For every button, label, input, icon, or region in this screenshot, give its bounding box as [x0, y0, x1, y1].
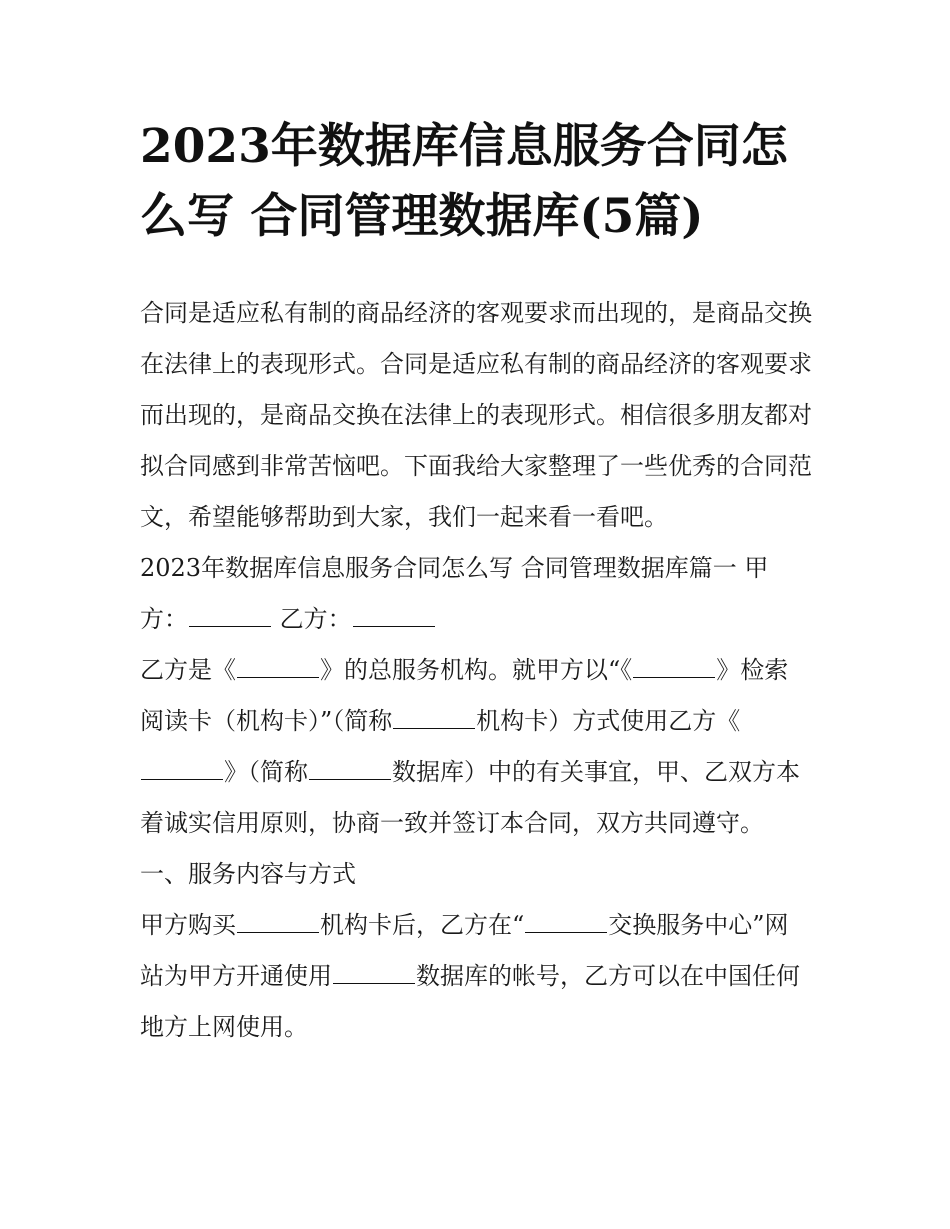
text-segment: 》（简称 — [224, 758, 308, 786]
text-segment: 》检索阅读卡（机构卡）”（简称 — [140, 656, 789, 735]
intro-paragraph: 合同是适应私有制的商品经济的客观要求而出现的，是商品交换在法律上的表现形式。合同是适应私有制的商品经济的客观要求而出现的，是商品交换在法律上的表现形式。相信很多朋友都对拟合同感到非常苦恼吧。下面我给大家整理了一些优秀的合同范文，希望能够帮助到大家，我们一起来看一看吧。 — [140, 299, 812, 531]
document-body — [140, 288, 812, 1053]
document-page — [140, 112, 812, 1053]
database-short-blank — [309, 753, 391, 780]
article-heading-paragraph — [140, 543, 812, 645]
card-short-blank — [393, 702, 475, 729]
party-b-label: 乙方： — [272, 605, 352, 633]
card-purchase-blank — [237, 906, 319, 933]
database-full-blank — [141, 753, 223, 780]
party-a-blank — [189, 600, 271, 627]
text-segment: 》的总服务机构。就甲方以“《 — [320, 656, 633, 684]
database-name-blank — [237, 651, 319, 678]
text-segment: 交换服务中心”网站为甲方开通使用 — [140, 911, 789, 990]
article-heading: 2023年数据库信息服务合同怎么写 合同管理数据库篇一 甲方： — [140, 554, 769, 633]
service-paragraph — [140, 900, 812, 1053]
document-title: 2023年数据库信息服务合同怎么写 合同管理数据库(5篇) — [140, 119, 788, 244]
section-heading: 一、服务内容与方式 — [140, 860, 356, 888]
text-segment: 数据库的帐号，乙方可以在中国任何地方上网使用。 — [140, 962, 800, 1041]
card-name-blank — [633, 651, 715, 678]
party-b-blank — [353, 600, 435, 627]
text-segment: 甲方购买 — [140, 911, 236, 939]
exchange-center-blank — [525, 906, 607, 933]
text-segment: 机构卡）方式使用乙方《 — [476, 707, 741, 735]
database-account-blank — [333, 957, 415, 984]
text-segment: 数据库）中的有关事宜，甲、乙双方本着诚实信用原则，协商一致并签订本合同，双方共同遵守。 — [140, 758, 800, 837]
text-segment: 机构卡后，乙方在“ — [320, 911, 525, 939]
text-segment: 乙方是《 — [140, 656, 236, 684]
preamble-paragraph — [140, 645, 812, 849]
